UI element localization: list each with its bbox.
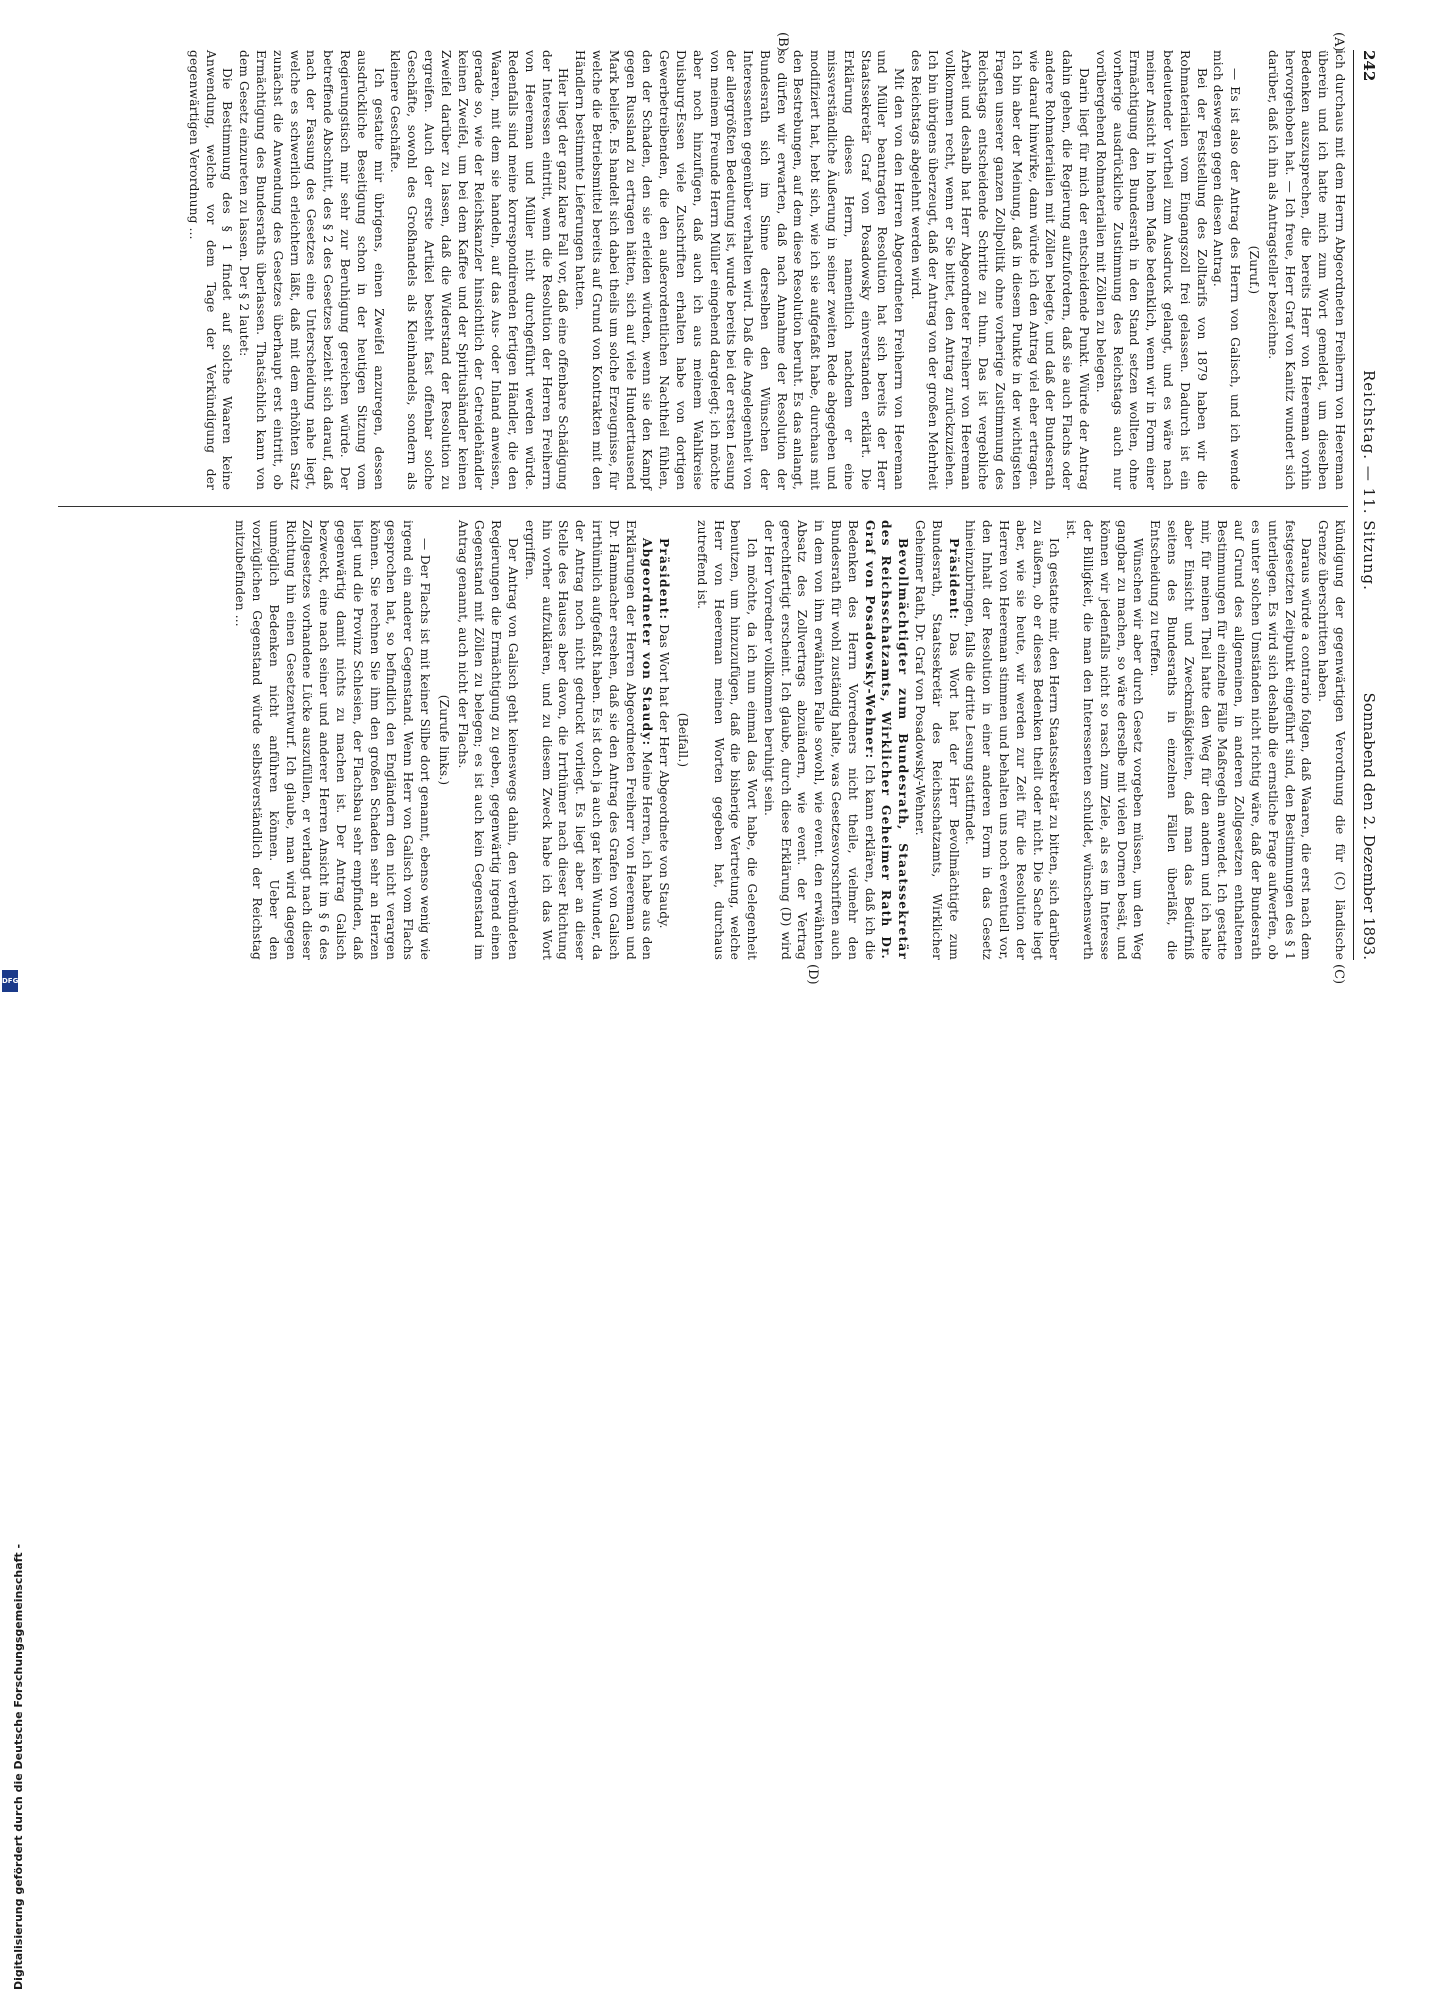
- stage-direction: (Zurufe links.): [436, 694, 451, 786]
- speech-paragraph: [655, 520, 672, 960]
- speech-text: Meine Herren, ich habe aus den Erklärungen der Herren Abgeordneten Freiherr von Heereman und Dr. Hammacher ersehen, daß sie den Antrag des Grafen von Galisch irrthümlich aufgefaßt haben. Es ist doch ja auch gar kein Wunder, da der Antrag noch nicht gedruckt vorliegt. Es liegt aber an dieser Stelle des Hauses aber davon, die Irrthümer nach dieser Richtung hin vorher aufzuklären, und zu diesem Zweck habe ich das Wort ergriffen.: [522, 520, 655, 960]
- page-number: 242: [1360, 50, 1378, 82]
- margin-mark-b: (B): [775, 32, 790, 52]
- stage-direction: (Beifall.): [675, 712, 690, 768]
- margin-mark-a: (A): [1331, 32, 1346, 52]
- body-paragraph: Darin liegt für mich der entscheidende Punkt. Würde der Antrag dahin gehen, die Regierung aufzufordern, daß sie auch Flachs oder andere Rohmaterialien mit Zöllen belegte, und daß der Bundesrath wie darauf hinwirke, dann würde ich den Antrag viel eher ertragen. Ich bin aber der Meinung, daß in diesem Punkte in der wichtigsten Fragen unserer ganzen Zollpolitik ohne vorherige Zustimmung des Reichstags entscheidende Schritte zu thun. Das ist vergebliche Arbeit und deshalb hat Herr Abgeordneter Freiherr von Heereman vollkommen recht, wenn er Sie bittet, den Antrag zurückzuziehen. Ich bin übrigens überzeugt, daß der Antrag von der großen Mehrheit des Reichstags abgelehnt werden wird.: [909, 50, 1092, 490]
- body-paragraph: Hier liegt der ganz klare Fall vor, daß eine offenbare Schädigung der Interessen eintritt, wenn die Resolution der Herren Freiherrn von Heereman und Müller nicht durchgeführt werden würde. Redenfalls sind meine korrespondirenden fertigen Händler, die den Waaren, mit dem sie handeln, auf das Aus- oder Inland anweisen, gerade so, wie der Reichskanzler hinsichtlich der Getreidehändler keinen Zweifel, um bei dem Kaffee und der Spiritushändler keinen Zweifel darüber zu lassen, daß die Widerstand der Resolution zu ergreifen. Auch der erste Artikel besteht fast offenbar solche Geschäfte, sowohl des Großhandels als Kleinhandels, sondern als kleinere Geschäfte.: [388, 50, 571, 490]
- body-paragraph: ich durchaus mit dem Herrn Abgeordneten Freiherrn von Heereman überein und ich hatte mich zum Wort gemeldet, um dieselben Bedenken auszusprechen, die bereits Herr von Heereman vorhin hervorgehoben hat. — Ich freue, Herr Graf von Kanitz wundert sich darüber, daß ich ihn als Antragsteller bezeichne.: [1265, 50, 1347, 490]
- body-paragraph: kündigung der gegenwärtigen Verordnung die für (C) ländische Grenze überschritten haben.: [1316, 520, 1347, 960]
- body-paragraph: Daraus würde a contrario folgen, daß Waaren, die erst nach dem festgesetzten Zeitpunkt eingeführt sind, den Bestimmungen des § 1 unterliegen. Es wird sich deshalb die ernstliche Frage aufwerfen, ob es unter solchen Umständen nicht richtig wäre, daß der Bundesrath auf Grund des allgemeinen, in anderen Zollgesetzen enthaltenen Bestimmungen für einzelne Fälle Maßregeln anwendet. Ich gestatte mir, für meinen Theil hatte den Weg für den andern und ich halte aber Einsicht und Zweckmäßigkeiten, daß man das Bedürfniß seitens des Bundesraths in einzelnen Fällen überläßt, die Entscheidung zu treffen.: [1148, 520, 1314, 960]
- body-paragraph: Ich möchte, da ich nun einmal das Wort habe, die Gelegenheit benutzen, um hinzuzufügen, daß die bisherige Vertretung, welche Herr von Heereman meinen Worten gegeben hat, durchaus zutreffend ist.: [694, 520, 760, 960]
- speech-paragraph: [760, 520, 911, 960]
- margin-mark-d: (D): [805, 964, 820, 985]
- speaker-name: Präsident:: [657, 538, 672, 621]
- header-date: Sonnabend den 2. Dezember 1893.: [1360, 692, 1378, 960]
- speaker-name: Präsident:: [946, 538, 961, 621]
- body-paragraph: Ich gestatte mir übrigens, einen Zweifel anzuregen, dessen ausdrückliche Beseitigung schon in der heutigen Sitzung vom Regierungstisch mir sehr zur Beruhigung gereichen würde. Der betreffende Abschnitt, des § 2 des Gesetzes bezieht sich darauf, daß nach der Fassung des Gesetzes eine Unterscheidung nahe liegt, welche es schwerlich erleichtern läßt, daß mit dem erhöhten Satz zunächst die Anwendung des Gesetzes überhaupt erst eintritt, ob Ermächtigung des Bundesraths überlassen. Thatsächlich kann von dem Gesetz einzureten zu lassen. Der § 2 lautet:: [237, 50, 386, 490]
- running-header: [1353, 50, 1380, 960]
- stage-direction: (Zuruf.): [1247, 245, 1262, 295]
- digitization-credit: [12, 1000, 32, 2000]
- credit-text: Digitalisierung gefördert durch die Deutsche Forschungsgemeinschaft -: [12, 1543, 25, 1990]
- left-column: [48, 50, 1348, 490]
- body-paragraph: Mit den von den Herren Abgeordneten Freiherrn von Heereman und Müller beantragten Resolution hat sich bereits der Herr Staatssekretär Graf von Posadowsky einverstanden erklärt. Die Erklärung dieses Herrn, namentlich nachdem er eine missverständliche Äußerung in seiner zweiten Rede abgegeben und modifiziert hat, hebt sich, wie ich sie aufgefaßt habe, durchaus mit den Bestrebungen, auf dem diese Resolution beruht. Es das anlangt, so dürfen wir erwarten, daß nach Annahme der Resolution der Bundesrath sich im Sinne derselben den Wünschen der Interessenten gegenüber verhalten wird. Daß die Angelegenheit von der allergrößten Bedeutung ist, wurde bereits bei der ersten Lesung von meinem Freunde Herrn Müller eingehend dargelegt; ich möchte aber noch hinzufügen, daß auch ich aus meinem Wahlkreise Duisburg-Essen viele Zuschriften erhalten habe von dortigen Gewerbetreibenden, die den außerordentlichen Nachtheil fühlen, den der Schaden, den sie erleiden würden, wenn sie den Kampf gegen Russland zu ertragen hätten, sich auf viele Hunderttausend Mark beliefe. Es handelt sich dabei theils um solche Erzeugnisse, für welche die Betriebsmittel bereits auf Grund von Kontrakten mit den Händlern bestimmte Lieferungen hatten.: [573, 50, 907, 490]
- body-paragraph: Ich gestatte mir, den Herrn Staatssekretär zu bitten, sich darüber zu äußern, ob er dieses Bedenken theilt oder nicht. Die Sache liegt aber, wie sie heute, wir werden zur Zeit für die Resolution der Herren von Heereman stimmen und behalten uns noch eventuell vor, den Inhalt der Resolution in einer anderen Form in das Gesetz hineinzubringen, falls die dritte Lesung stattfindet.: [963, 520, 1062, 960]
- speaker-name: Bevollmächtigter zum Bundesrath, Staatssekretär des Reichsschatzamts, Wirklicher Geheimer Rath Dr. Graf von Posadowsky-Wehner:: [862, 520, 911, 960]
- speech-text: Ich kann erklären, daß ich die Bedenken des Herrn Vorredners nicht theile, vielmehr den Bundesrath für wohl zuständig halte, was Gesetzesvorschriften auch in dem von ihm erwähnten Falle sowohl, wie event. den erwähnten Absatz des Zollvertrags abzuändern, wie event. der Vertrag gerechtfertigt erscheint. Ich glaube, durch diese Erklärung (D) wird der Herr Vorredner vollkommen beruhigt sein.: [761, 520, 877, 960]
- speech-paragraph: [911, 520, 961, 960]
- body-paragraph: Wünschen wir aber durch Gesetz vorgeben müssen, um den Weg gangbar zu machen, so wäre derselbe mit vielen Dornen besät, und können wir jedenfalls nicht so rasch zum Ziele, als es im Interesse der Billigkeit, die man den Interessenten schuldet, wünschenswerth ist.: [1064, 520, 1146, 960]
- column-divider: [58, 506, 1348, 507]
- speech-paragraph: [521, 520, 655, 960]
- dfg-logo-icon: DFG: [2, 970, 18, 992]
- body-paragraph: Der Antrag von Galisch geht keineswegs dahin, den verbündeten Regierungen die Ermächtigung zu geben, gegenwärtig irgend einen Gegenstand mit Zöllen zu belegen; es ist auch kein Gegenstand im Antrag genannt, auch nicht der Flachs.: [455, 520, 520, 960]
- header-title: Reichstag. — 11. Sitzung.: [1360, 370, 1378, 591]
- body-paragraph: — Der Flachs ist mit keiner Silbe dort genannt, ebenso wenig wie irgend ein anderer Gegenstand. Wenn Herr von Galisch vom Flachs gesprochen hat, so befindlich den Engländern den nicht verargen können. Sie rechnen Sie ihm den großen Schaden sehr an Herzen liegt und die Provinz Schlesien, der Flachsbau sehr empfinden, daß gegenwärtig damit nichts zu machen ist. Der Antrag Galisch bezweckt, eine nach seiner und anderer Herren Ansicht im § 6 des Zollgesetzes vorhandene Lücke auszufüllen, er verlangt nach dieser Richtung hin einen Gesetzentwurf. Ich glaube, man wird dagegen unmöglich Bedenken nicht anführen können. Ueber den vorzüglichen Gegenstand würde selbstverständlich der Reichstag mitzubefinden ...: [233, 520, 432, 960]
- speaker-name: Abgeordneter von Staudy:: [640, 538, 655, 747]
- right-column: [48, 520, 1348, 960]
- body-paragraph: — Es ist also der Antrag des Herrn von Galisch, und ich wende mich deswegen gegen diesen Antrag.: [1211, 50, 1243, 490]
- body-paragraph: Bei der Feststellung des Zolltarifs von 1879 haben wir die Rohmaterialien vom Eingangszoll frei gelassen. Dadurch ist ein bedeutender Vortheil zum Ausdruck gelangt, und es wäre nach meiner Ansicht in hohem Maße bedenklich, wenn wir in Form einer Ermächtigung den Bundesrath in den Stand setzen wollten, ohne vorherige ausdrückliche Zustimmung des Reichstags auch nur vorübergehend Rohmaterialien mit Zöllen zu belegen.: [1093, 50, 1209, 490]
- document-page: [30, 32, 1380, 985]
- margin-mark-c: (C): [1331, 964, 1346, 985]
- speech-text: Das Wort hat der Herr Abgeordnete von Staudy.: [657, 624, 672, 929]
- speech-text: Das Wort hat der Herr Bevollmächtigte zum Bundesrath, Staatssekretär des Reichsschatzamts, Wirklicher Geheimer Rath, Dr. Graf von Posadowsky-Wehner.: [913, 520, 961, 960]
- body-paragraph: Die Bestimmung des § 1 findet auf solche Waaren keine Anwendung, welche vor dem Tage der Verkündigung der gegenwärtigen Verordnung ...: [186, 50, 235, 490]
